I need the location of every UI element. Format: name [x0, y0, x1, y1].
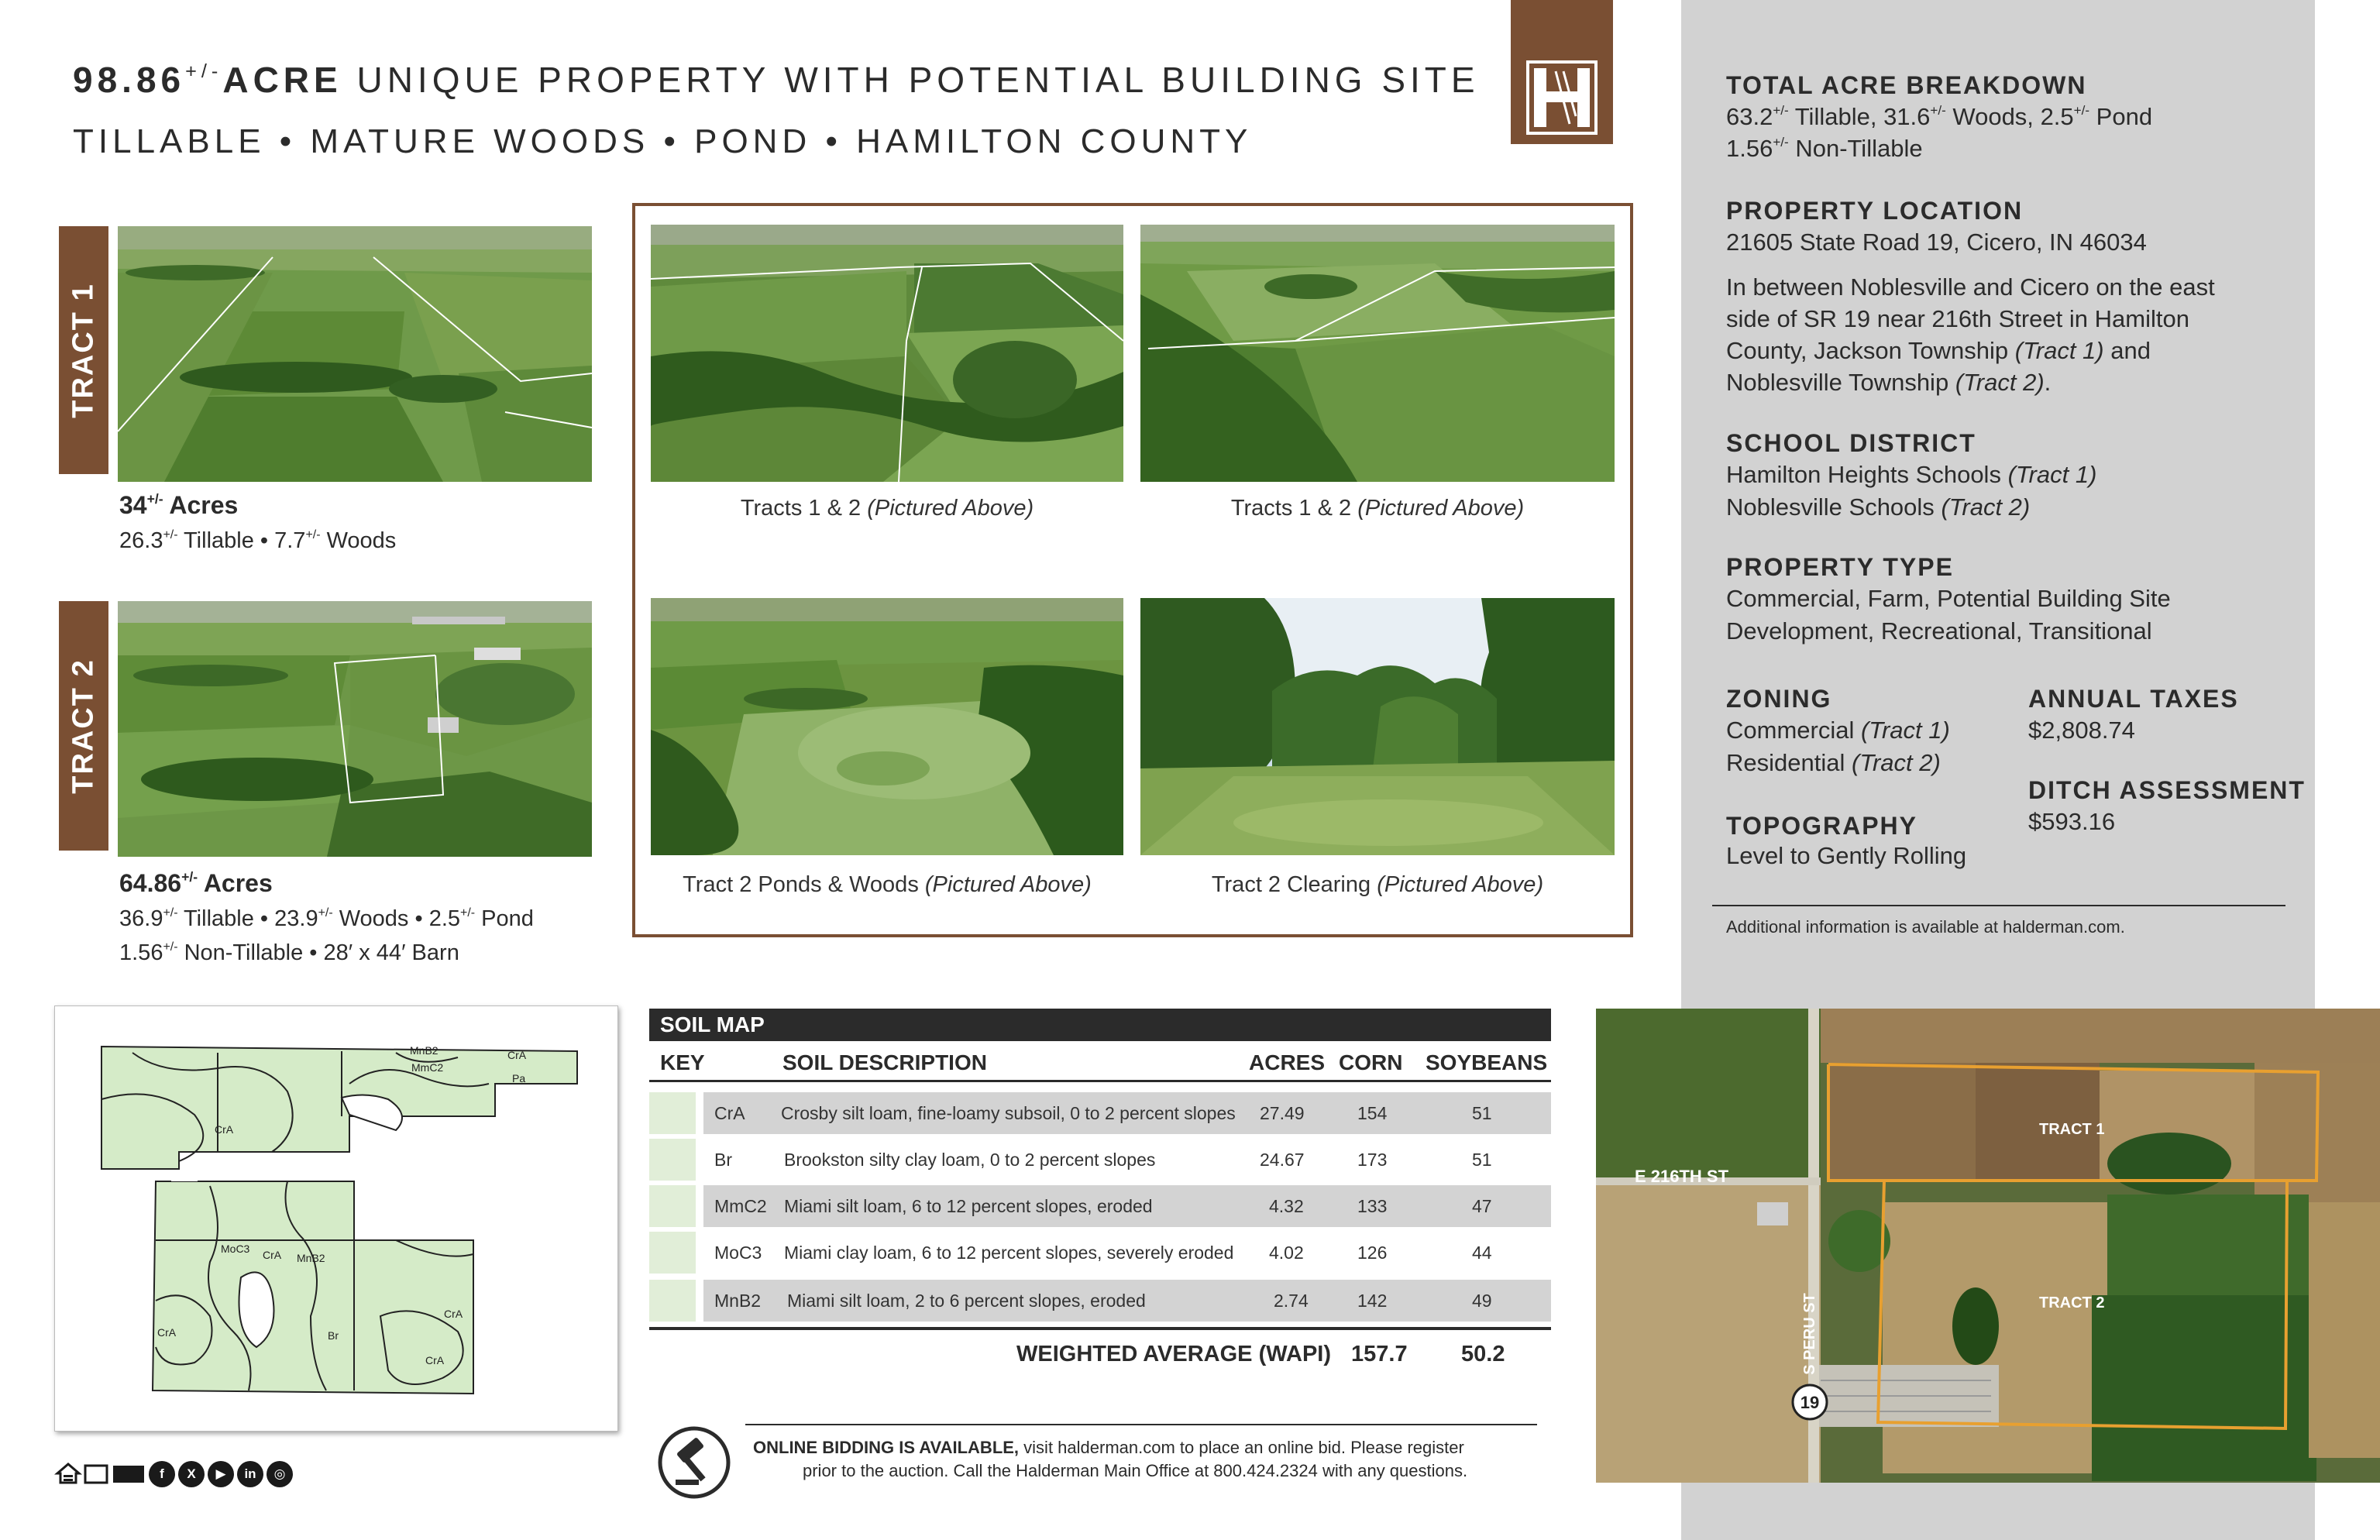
- tract-2-acres: 64.86+/- Acres: [119, 868, 273, 897]
- property-type-line-2: Development, Recreational, Transitional: [1726, 617, 2152, 645]
- soil-map-label: Br: [328, 1329, 339, 1342]
- tract-2-breakdown-1: 36.9+/- Tillable • 23.9+/- Woods • 2.5+/- Pond: [119, 906, 534, 931]
- tract-1-acres: 34+/- Acres: [119, 490, 239, 519]
- soil-swatch: [649, 1280, 696, 1322]
- gallery-photo-4: [1140, 598, 1615, 855]
- gallery-caption-1: Tracts 1 & 2 (Pictured Above): [740, 496, 1034, 521]
- col-corn: CORN: [1339, 1050, 1403, 1074]
- row-acres: 24.67: [1260, 1150, 1305, 1170]
- topography-value: Level to Gently Rolling: [1726, 842, 1967, 869]
- row-soybeans: 51: [1472, 1150, 1492, 1170]
- soil-map-label: MoC3: [221, 1243, 250, 1255]
- school-title: SCHOOL DISTRICT: [1726, 429, 1976, 457]
- soil-swatch: [649, 1139, 696, 1181]
- soil-swatch: [649, 1092, 696, 1134]
- realtor-logos: [54, 1459, 147, 1487]
- zoning-title: ZONING: [1726, 685, 1832, 713]
- soil-map: [54, 1005, 618, 1432]
- bidding-line-1: ONLINE BIDDING IS AVAILABLE, visit halderman.com to place an online bid. Please register: [753, 1438, 1464, 1457]
- panel-divider: [1712, 905, 2285, 906]
- row-key: MnB2: [714, 1291, 762, 1311]
- row-acres: 4.32: [1269, 1196, 1304, 1216]
- row-desc: Miami clay loam, 6 to 12 percent slopes, severely eroded: [784, 1243, 1234, 1263]
- col-soybeans: SOYBEANS: [1426, 1050, 1548, 1074]
- soil-map-label: CrA: [157, 1326, 177, 1339]
- row-key: Br: [714, 1150, 732, 1170]
- aerial-tract-1-label: TRACT 1: [2039, 1121, 2105, 1138]
- property-type-line-1: Commercial, Farm, Potential Building Site: [1726, 585, 2171, 612]
- tract-2-tag: [59, 601, 108, 851]
- row-desc: Miami silt loam, 2 to 6 percent slopes, eroded: [787, 1291, 1146, 1311]
- soil-map-label: CrA: [263, 1249, 282, 1261]
- row-acres: 2.74: [1274, 1291, 1309, 1311]
- annual-taxes-value: $2,808.74: [2028, 717, 2135, 744]
- instagram-icon[interactable]: ◎: [267, 1461, 293, 1487]
- additional-info-note: Additional information is available at halderman.com.: [1726, 917, 2125, 937]
- row-soybeans: 47: [1472, 1196, 1492, 1216]
- bidding-rule: [745, 1424, 1537, 1425]
- gallery-caption-3: Tract 2 Ponds & Woods (Pictured Above): [683, 872, 1092, 897]
- property-type-title: PROPERTY TYPE: [1726, 553, 1954, 581]
- soil-map-label: CrA: [444, 1308, 463, 1320]
- row-soybeans: 51: [1472, 1103, 1492, 1123]
- gallery-photo-1: [651, 225, 1123, 482]
- row-acres: 4.02: [1269, 1243, 1304, 1263]
- tract-2-breakdown-2: 1.56+/- Non-Tillable • 28′ x 44′ Barn: [119, 940, 459, 965]
- youtube-icon[interactable]: ▶: [208, 1461, 234, 1487]
- row-corn: 133: [1357, 1196, 1388, 1216]
- table-row: [649, 1232, 1551, 1274]
- annual-taxes-title: ANNUAL TAXES: [2028, 685, 2239, 713]
- tract-1-photo: [118, 226, 592, 482]
- school-2: Noblesville Schools (Tract 2): [1726, 493, 2031, 521]
- row-desc: Brookston silty clay loam, 0 to 2 percent slopes: [784, 1150, 1156, 1170]
- row-desc: Crosby silt loam, fine-loamy subsoil, 0 to 2 percent slopes: [781, 1103, 1236, 1123]
- gallery-photo-3: [651, 598, 1123, 855]
- soil-map-label: CrA: [215, 1123, 234, 1136]
- soil-table-title: SOIL MAP: [649, 1009, 1551, 1041]
- row-corn: 154: [1357, 1103, 1388, 1123]
- road-label-peru: S PERU ST: [1801, 1293, 1818, 1375]
- table-header-rule: [649, 1080, 1551, 1082]
- row-key: MoC3: [714, 1243, 762, 1263]
- table-row: [649, 1280, 1551, 1322]
- facebook-icon[interactable]: f: [149, 1461, 175, 1487]
- soil-map-label: CrA: [425, 1354, 445, 1366]
- soil-map-label: CrA: [507, 1049, 527, 1061]
- soil-swatch: [649, 1232, 696, 1274]
- table-row: [649, 1092, 1551, 1134]
- col-key: KEY: [660, 1050, 705, 1074]
- row-soybeans: 49: [1472, 1291, 1492, 1311]
- row-key: CrA: [714, 1103, 745, 1123]
- row-corn: 126: [1357, 1243, 1388, 1263]
- acre-breakdown-text: 63.2+/- Tillable, 31.6+/- Woods, 2.5+/- Pond 1.56+/- Non-Tillable: [1726, 103, 2153, 162]
- page-title: [73, 59, 1480, 101]
- gavel-icon: [655, 1424, 733, 1501]
- location-title: PROPERTY LOCATION: [1726, 197, 2024, 225]
- row-corn: 173: [1357, 1150, 1388, 1170]
- col-acres: ACRES: [1249, 1050, 1326, 1074]
- tract-2-photo: [118, 601, 592, 857]
- title-sup: +/-: [185, 60, 223, 83]
- school-1: Hamilton Heights Schools (Tract 1): [1726, 461, 2097, 488]
- row-soybeans: 44: [1472, 1243, 1492, 1263]
- route-19-label: 19: [1800, 1393, 1820, 1412]
- ditch-assessment-value: $593.16: [2028, 808, 2116, 835]
- gallery-caption-4: Tract 2 Clearing (Pictured Above): [1211, 872, 1544, 897]
- tract-1-tag: [59, 226, 108, 474]
- tract-2-tag-label: TRACT 2: [67, 658, 100, 794]
- row-desc: Miami silt loam, 6 to 12 percent slopes, eroded: [784, 1196, 1153, 1216]
- tract-1-tag-label: TRACT 1: [67, 282, 100, 418]
- gallery-caption-2: Tracts 1 & 2 (Pictured Above): [1230, 496, 1525, 521]
- soil-map-label: MnB2: [297, 1252, 325, 1264]
- row-corn: 142: [1357, 1291, 1388, 1311]
- col-soil-description: SOIL DESCRIPTION: [782, 1050, 987, 1074]
- tract-1-breakdown: 26.3+/- Tillable • 7.7+/- Woods: [119, 528, 397, 553]
- ditch-assessment-title: DITCH ASSESSMENT: [2028, 776, 2306, 804]
- halderman-logo: [1511, 0, 1613, 144]
- road-label-216th: E 216TH ST: [1635, 1167, 1729, 1186]
- topography-title: TOPOGRAPHY: [1726, 812, 1917, 840]
- weighted-average-corn: 157.7: [1351, 1342, 1408, 1366]
- zoning-1: Commercial (Tract 1): [1726, 717, 1950, 744]
- row-key: MmC2: [714, 1196, 767, 1216]
- aerial-map: [1596, 1009, 2380, 1483]
- table-row: [649, 1185, 1551, 1227]
- soil-map-label: Pa: [512, 1072, 526, 1085]
- weighted-average-soybeans: 50.2: [1461, 1342, 1505, 1366]
- bidding-line-2: prior to the auction. Call the Halderman Main Office at 800.424.2324 with any questions.: [803, 1461, 1468, 1480]
- row-acres: 27.49: [1260, 1103, 1305, 1123]
- soil-map-label: MnB2: [410, 1044, 439, 1057]
- x-twitter-icon[interactable]: X: [178, 1461, 205, 1487]
- linkedin-icon[interactable]: in: [237, 1461, 263, 1487]
- zoning-2: Residential (Tract 2): [1726, 749, 1941, 776]
- title-rest: UNIQUE PROPERTY WITH POTENTIAL BUILDING SITE: [356, 60, 1480, 100]
- acre-breakdown-title: TOTAL ACRE BREAKDOWN: [1726, 71, 2087, 99]
- location-address: 21605 State Road 19, Cicero, IN 46034: [1726, 229, 2147, 256]
- location-description: In between Noblesville and Cicero on the east side of SR 19 near 216th Street in Hamilton County, Jackson Township (Tract 1) and Noblesville Township (Tract 2).: [1726, 273, 2215, 396]
- weighted-average-label: WEIGHTED AVERAGE (WAPI): [1016, 1342, 1331, 1366]
- soil-swatch: [649, 1185, 696, 1227]
- table-row: [649, 1139, 1551, 1181]
- page-subtitle: TILLABLE • MATURE WOODS • POND • HAMILTON COUNTY: [73, 122, 1253, 160]
- soil-map-label: MmC2: [411, 1061, 444, 1074]
- table-bottom-rule: [649, 1327, 1551, 1330]
- gallery-photo-2: [1140, 225, 1615, 482]
- title-acres: 98.86: [73, 60, 186, 100]
- aerial-tract-2-label: TRACT 2: [2039, 1294, 2105, 1311]
- title-acre-word: ACRE: [222, 60, 342, 100]
